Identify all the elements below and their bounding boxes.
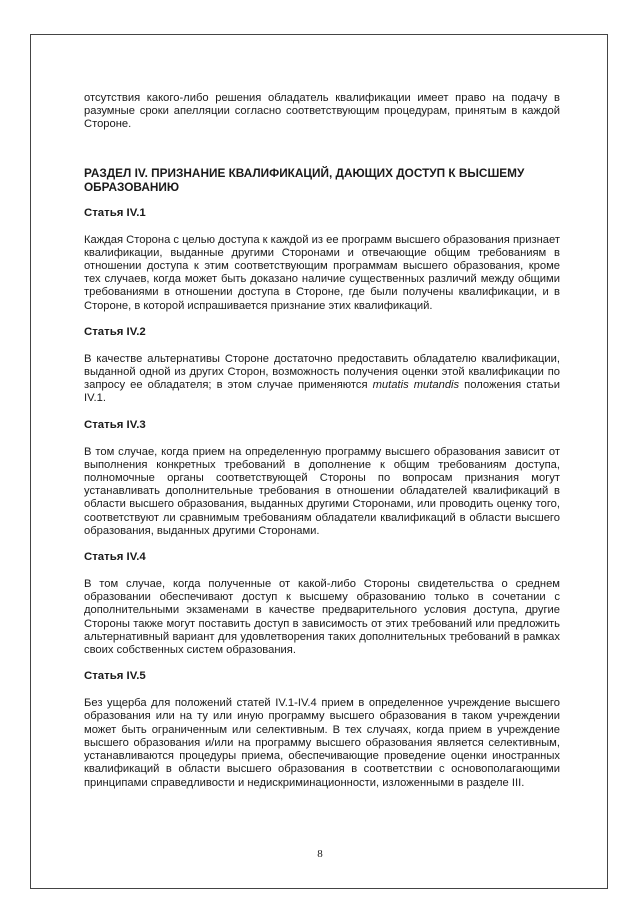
intro-paragraph: отсутствия какого-либо решения обладатель квалификации имеет право на подачу в разумные сроки апелляции согласно соответствующим процедурам, принятым в каждой Стороне. — [84, 92, 560, 131]
article-title-iv2: Статья IV.2 — [84, 325, 146, 338]
article-title-iv4: Статья IV.4 — [84, 551, 146, 564]
article-text-iv2 — [84, 353, 560, 406]
article-title-iv1: Статья IV.1 — [84, 206, 146, 219]
page-number: 8 — [317, 848, 323, 860]
article-text-iv5: Без ущерба для положений статей IV.1-IV.4 прием в определенное учреждение высшего образования или на ту или иную программу высшего образования в таком учреждении может быть ограниченным или селективным. В тех случаях, когда прием в учреждение высшего образования и/или на программу высшего образования является селективным, устанавливаются процедуры приема, обеспечивающие проведение оценки иностранных квалификаций в области высшего образования в соответствии с основополагающими принципами справедливости и недискриминационности, изложенными в разделе III. — [84, 697, 560, 789]
article-title-iv5: Статья IV.5 — [84, 670, 146, 683]
document-body — [84, 92, 560, 790]
article-text-iv2-part1: В качестве альтернативы Стороне достаточно предоставить обладателю квалификации, выданной одной из других Сторон, возможность получения оценки этой квалификации по запросу ее обладателя; в этом случае применяются — [84, 352, 560, 392]
article-title-iv3: Статья IV.3 — [84, 418, 146, 431]
section-title: РАЗДЕЛ IV. ПРИЗНАНИЕ КВАЛИФИКАЦИЙ, ДАЮЩИХ ДОСТУП К ВЫСШЕМУ ОБРАЗОВАНИЮ — [84, 165, 525, 194]
article-text-iv3: В том случае, когда прием на определенную программу высшего образования зависит от выполнения конкретных требований в дополнение к общим требованиям доступа, полномочные органы соответствующей Стороны по вопросам признания могут устанавливать дополнительные требования в отношении обладателей квалификаций в области высшего образования, выданных другими Сторонами, или проводить оценку того, соответствуют ли сравнимым требованиям обладатели квалификаций в области высшего образования, выданных другими Сторонами. — [84, 445, 560, 537]
article-text-iv1: Каждая Сторона с целью доступа к каждой из ее программ высшего образования признает квалификации, выданные другими Сторонами и отвечающие общим требованиям в отношении доступа к этим соответствующим программам высшего образования, кроме тех случаев, когда может быть доказано наличие существенных различий между общими требованиями в отношении доступа в Стороне, где были получены квалификации, и в Стороне, в которой испрашивается признание этих квалификаций. — [84, 233, 560, 312]
article-text-iv4: В том случае, когда полученные от какой-либо Стороны свидетельства о среднем образовании обеспечивают доступ к высшему образованию только в сочетании с дополнительными экзаменами в качестве предварительного условия доступа, другие Стороны также могут поставить доступ в зависимость от этих требований или предложить альтернативный вариант для удовлетворения таких дополнительных требований в рамках своих собственных систем образования. — [84, 578, 560, 657]
article-text-iv2-italic: mutatis mutandis — [372, 379, 460, 392]
article-text-iv2-part2: положения статьи IV.1. — [84, 379, 560, 405]
